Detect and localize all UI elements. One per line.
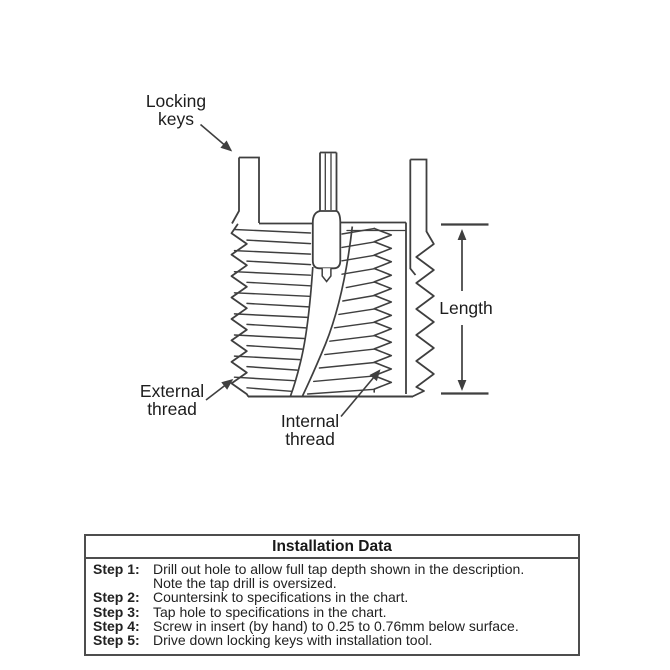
thread-line [247,388,291,392]
thread-line [247,240,311,244]
step-text: Drill out hole to allow full tap depth shown in the description. Note the tap drill is oversized. [153,561,525,592]
label-external-thread [128,382,216,418]
step-text: Tap hole to specifications in the chart. [153,603,387,620]
thread-line [247,261,311,265]
thread-line [325,349,375,355]
thread-line [374,229,391,393]
table-rows [86,559,578,654]
thread-line [235,230,311,234]
table-title: Installation Data [86,536,578,559]
thread-line [247,367,297,371]
step-text: Drive down locking keys with installation tool. [153,632,433,649]
thread-line [235,377,295,381]
leader-arrows [201,125,380,417]
thread-line [342,242,375,248]
thread-line [235,356,300,360]
thread-line [235,272,311,276]
step-row [93,633,576,647]
thread-line [343,296,375,302]
label-locking-keys-line2: keys [158,109,194,129]
thread-line [247,346,302,350]
thread-line [247,303,309,307]
step-text: Countersink to specifications in the chart. [153,589,409,606]
step-label: Step 2: [93,589,140,606]
thread-line [342,229,375,235]
thread-line [247,324,306,328]
locking-keys-leader [201,125,232,151]
thread-line [330,336,375,342]
thread-line [235,335,305,339]
label-length: Length [439,298,493,318]
thread-line [235,314,308,318]
label-internal-thread-line1: Internal [280,411,340,431]
thread-line [308,389,375,394]
thread-line [342,269,375,275]
installation-data-table [84,534,580,656]
thread-line [346,282,374,288]
step-row [93,590,576,604]
locking-key-center [313,153,341,282]
label-internal-thread [266,412,354,448]
thread-line [339,309,375,315]
thread-line [413,232,434,397]
thread-line [319,363,374,369]
thread-line [314,376,375,382]
step-row [93,562,576,590]
label-locking-keys-line1: Locking [145,91,207,111]
step-row [93,605,576,619]
label-external-thread-line2: thread [147,399,197,419]
step-text: Screw in insert (by hand) to 0.25 to 0.76mm below surface. [153,617,519,634]
step-label: Step 4: [93,617,140,634]
step-label: Step 3: [93,603,140,620]
thread-line [235,251,311,255]
label-locking-keys [128,92,224,128]
step-label: Step 1: [93,561,140,577]
step-row [93,619,576,633]
label-internal-thread-line2: thread [285,429,335,449]
key-lower-capsule [313,211,341,268]
locking-key-left [232,158,259,224]
thread-line [335,322,375,328]
keyway-slot [322,268,331,281]
thread-line [235,293,310,297]
step-label: Step 5: [93,632,140,649]
thread-line [247,282,310,286]
label-external-thread-line1: External [139,381,205,401]
